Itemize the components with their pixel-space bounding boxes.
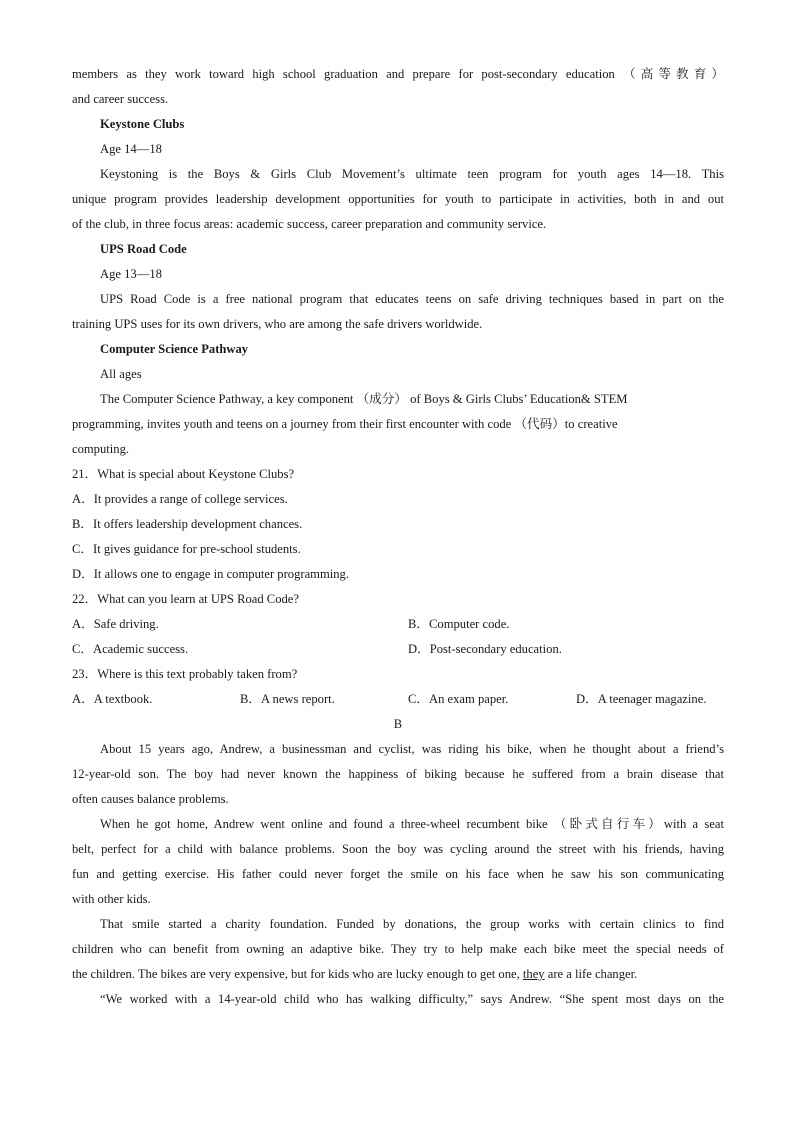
passage-b-line: About 15 years ago, Andrew, a businessman and cyclist, was riding his bike, when he thought about a friend’s [100, 742, 724, 756]
question-22-option-d: D．Post-secondary education. [408, 642, 562, 656]
question-22-stem: 22．What can you learn at UPS Road Code? [72, 592, 299, 606]
passage-b-text: are a life changer. [544, 967, 638, 981]
document-page [72, 62, 724, 1012]
passage-b-line: “We worked with a 14-year-old child who has walking difficulty,” says Andrew. “She spent most days on the [100, 992, 724, 1006]
passage-b-line: That smile started a charity foundation. Funded by donations, the group works with certain clinics to find [100, 917, 724, 931]
section-age-keystone: Age 14—18 [100, 142, 162, 156]
question-23-option-d: D．A teenager magazine. [576, 692, 707, 706]
question-21-option-a: A．It provides a range of college services. [72, 492, 288, 506]
question-23-option-c: C．An exam paper. [408, 692, 509, 706]
question-21-option-c: C．It gives guidance for pre-school students. [72, 542, 301, 556]
passage-b-text: the children. The bikes are very expensive, but for kids who are lucky enough to get one, [72, 967, 523, 981]
question-22-option-b: B．Computer code. [408, 617, 510, 631]
section-title-cs: Computer Science Pathway [100, 342, 249, 356]
question-21-option-b: B．It offers leadership development chances. [72, 517, 303, 531]
passage-b-line: When he got home, Andrew went online and found a three-wheel recumbent bike （卧式自行车）with a seat [100, 817, 724, 831]
passage-b-line: belt, perfect for a child with balance problems. Soon the boy was cycling around the street with his friends, having [72, 842, 724, 856]
section-age-ups: Age 13—18 [100, 267, 162, 281]
passage-b-line: fun and getting exercise. His father could never forget the smile on his face when he saw his son communicating [72, 867, 724, 881]
section-text-line: UPS Road Code is a free national program that educates teens on safe driving techniques based in part on the [100, 292, 724, 306]
section-text-line: unique program provides leadership development opportunities for youth to participate in activities, both in and out [72, 192, 724, 206]
section-text-line: of the club, in three focus areas: academic success, career preparation and community service. [72, 217, 547, 231]
question-23-option-b: B．A news report. [240, 692, 335, 706]
section-text-line: The Computer Science Pathway, a key component （成分） of Boys & Girls Clubs’ Education& STEM [100, 392, 628, 406]
passage-b-line: 12-year-old son. The boy had never known the happiness of biking because he suffered from a brain disease that [72, 767, 724, 781]
section-title-keystone: Keystone Clubs [100, 117, 185, 131]
section-text-line: programming, invites youth and teens on a journey from their first encounter with code （代码）to creative [72, 417, 618, 431]
passage-b-line: with other kids. [72, 892, 151, 906]
section-age-cs: All ages [100, 367, 142, 381]
intro-line-1: members as they work toward high school graduation and prepare for post-secondary education （高等教育） [72, 67, 724, 81]
passage-b-line: often causes balance problems. [72, 792, 229, 806]
question-21-option-d: D．It allows one to engage in computer programming. [72, 567, 349, 581]
section-text-line: Keystoning is the Boys & Girls Club Movement’s ultimate teen program for youth ages 14—18. This [100, 167, 724, 181]
question-23-stem: 23．Where is this text probably taken from? [72, 667, 298, 681]
question-22-option-a: A．Safe driving. [72, 617, 159, 631]
section-text-line: training UPS uses for its own drivers, who are among the safe drivers worldwide. [72, 317, 483, 331]
question-22-options-row-1 [72, 612, 724, 637]
question-21-stem: 21．What is special about Keystone Clubs? [72, 467, 295, 481]
passage-b-line: children who can benefit from owning an adaptive bike. They try to help make each bike meet the special needs of [72, 942, 724, 956]
question-22-options-row-2 [72, 637, 724, 662]
question-23-option-a: A．A textbook. [72, 692, 153, 706]
section-title-ups: UPS Road Code [100, 242, 187, 256]
question-22-option-c: C．Academic success. [72, 642, 189, 656]
underlined-word: they [522, 967, 545, 981]
passage-b-line-underlined [72, 962, 724, 987]
section-text-line: computing. [72, 442, 130, 456]
intro-line-2: and career success. [72, 92, 169, 106]
passage-b-heading: B [393, 717, 403, 731]
question-23-options-row [72, 687, 724, 712]
